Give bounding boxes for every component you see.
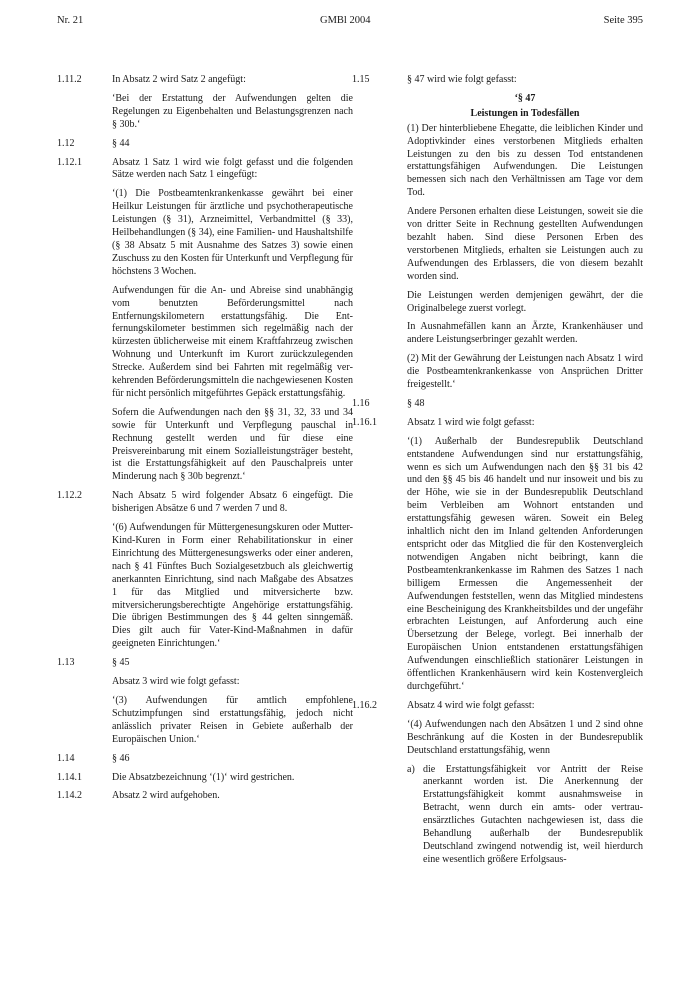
section-1-16 [352,398,643,411]
list-item [407,764,643,867]
left-column [57,74,353,809]
list-text: die Erstattungsfähigkeit vor Antritt der Reise anerkannt worden ist. Die Anerkennung der Erstattungsfähigkeit kommt ausnahmsweise in Betracht, wenn durch ein amts- oder vertrauensärztliches Gutachten nachgewiesen ist, dass die Behandlung außerhalb der Bundesrepublik Deutschland zwingend notwendig ist, weil hierdurch eine wesentlich größere Erfolgsaus- [423,763,643,865]
section-1-16-2 [352,700,643,867]
section-number: 1.12 [57,137,75,149]
paragraph: Andere Personen erhalten diese Leistungen, soweit sie die von dritter Seite in Rechnung gestellten Aufwendungen bezahlt haben. Sind diese Personen Erben des verstorbenen Mitglieds, erhalten sie Leistungen auch zu Aufwendungen des Erblassers, die von diesem bezahlt worden sind. [407,206,643,282]
quoted-paragraph: ‘(6) Aufwendungen für Müttergenesungskuren oder Mutter-Kind-Kuren in Form einer Rehabilitationskur in einer Einrichtung des Müttergenesungswerks oder einer anderen, nach § 41 Fünftes Buch Sozialgesetzbuch als gleichwertig anerkannten Einrichtung, sind nach Maßgabe des Absatzes 1 für das Mitglied und mitversicherte bzw. mitversicherungsberechtigte Angehörige erstattungsfähig. Die übrigen Bestimmungen des § 44 gelten sinngemäß. Dies gilt auch für Vater-Kind-Maßnahmen in dafür geeigneten Einrichtungen.‘ [112,522,353,650]
paragraph: Die Leistungen werden demjenigen gewährt, der die Originalbelege zuerst vorlegt. [407,289,643,314]
paragraph: § 47 wird wie folgt gefasst: [407,74,517,85]
paragraph: Absatz 4 wird wie folgt gefasst: [407,699,535,711]
section-1-12-2 [57,490,353,651]
paragraph-reference: § 46 [112,752,130,764]
section-number: 1.14.2 [57,790,82,802]
section-1-11-2 [57,74,353,132]
section-heading-title: Leistungen in Todesfällen [470,107,580,119]
section-number: 1.12.1 [57,156,82,168]
quoted-paragraph: Aufwendungen für die An- und Abreise sind unabhängig vom benutzten Beförderungsmittel nach Entfernungskilometern erstattungsfähig. Die Entfernungskilometer bestimmen sich regelmäßig nach der kürzesten üblicherweise mit einem Kraftfahrzeug zwischen Wohnung und Unterkunft im Kurort zurückzulegenden Strecke. Außerdem sind bei Fahrten mit regelmäßig verkehrenden Beförderungsmitteln die nachgewiesenen Kosten für nicht persönlich mitgeführtes Gepäck erstattungsfähig. [112,284,353,399]
paragraph: Absatz 1 wird wie folgt gefasst: [407,416,535,428]
section-number: 1.16.1 [352,416,377,428]
section-heading-number: ‘§ 47 [514,92,536,104]
section-number: 1.12.2 [57,490,82,502]
section-1-15 [352,74,643,392]
quoted-paragraph: Sofern die Aufwendungen nach den §§ 31, 32, 33 und 34 sowie für Unterkunft und Verpflegung pauschal in Rechnung gestellt werden und für diese eine Preisvereinbarung mit einem Sozialleistungsträger besteht, ist die Erstattungsfähigkeit auf den Pauschalpreis unter Minderung nach § 30b begrenzt.‘ [112,406,353,483]
section-number: 1.11.2 [57,74,82,85]
paragraph: Die Absatzbezeichnung ‘(1)‘ wird gestrichen. [112,771,295,783]
paragraph-reference: § 44 [112,137,130,149]
paragraph-reference: § 48 [407,397,425,409]
paragraph: In Ausnahmefällen kann an Ärzte, Krankenhäuser und andere Leistungserbringer gezahlt werden. [407,321,643,346]
paragraph: (2) Mit der Gewährung der Leistungen nach Absatz 1 wird die Postbeamtenkrankenkasse von Ansprüchen Dritter freigestellt.‘ [407,353,643,391]
list-marker: a) [407,763,415,775]
issue-number: Nr. 21 [57,15,84,26]
quoted-paragraph: ‘(1) Die Postbeamtenkrankenkasse gewährt bei einer Heilkur Leistungen für ärztliche und psychotherapeutische Leistungen (§ 31), Arzneimittel, Verbandmittel (§ 33), Heilbehandlungen (§ 34), eine Familien- und Haushaltshilfe (§ 38 Absatz 5 mit Ausnahme des Satzes 3) sowie einen Zuschuss zu den Kosten für Unterkunft und Verpflegung für höchstens 3 Wochen. [112,188,353,277]
quoted-paragraph: ‘Bei der Erstattung der Aufwendungen gelten die Regelungen zu Eigenbehalten und Belastungsgrenzen nach § 30b.‘ [112,92,353,130]
section-1-16-1 [352,417,643,694]
journal-title: GMBl 2004 [320,15,371,26]
section-number: 1.13 [57,657,75,669]
paragraph: Absatz 3 wird wie folgt gefasst: [112,676,240,688]
section-1-12-1 [57,157,353,485]
quoted-paragraph: ‘(4) Aufwendungen nach den Absätzen 1 und 2 sind ohne Beschränkung auf die Kosten in der Bundesrepublik Deutschland erstattungsfähig, wenn [407,718,643,756]
section-1-14 [57,753,353,766]
page-number: Seite 395 [603,15,643,26]
quoted-paragraph: ‘(1) Außerhalb der Bundesrepublik Deutschland entstandene Aufwendungen sind nur erstattungsfähig, wenn es sich um Aufwendungen nach den §§ 31 bis 42 und den §§ 45 bis 46 handelt und nur insoweit und bis zu der Höhe, wie sie in der Bundesrepublik Deutschland beim Verbleiben am Wohnort entstanden und erstattungsfähig gewesen wären. Soweit ein Beleg inhaltlich nicht den im Inland geltenden Anforderungen entspricht oder das Mitglied die für den Kostenvergleich notwendigen Angaben nicht beibringt, kann die Postbeamtenkrankenkasse im Rahmen des Satzes 1 nach billigem Ermessen die Angemessenheit der Aufwendungen feststellen, wenn das Mitglied mindestens eine Bescheinigung des Krankheitsbildes und der ungefähr erbrachten Leistungen, auf Anforderung auch eine Übersetzung der Belege, vorlegt. Bei innerhalb der Europäischen Union entstandenen erstattungsfähigen Aufwendungen einschließlich stationärer Leistungen in öffentlichen Krankenhäusern wird kein Kostenvergleich durchgeführt.‘ [407,435,643,692]
paragraph: Nach Absatz 5 wird folgender Absatz 6 eingefügt. Die bisherigen Absätze 6 und 7 werden 7 und 8. [112,490,353,515]
section-number: 1.16 [352,397,370,409]
section-number: 1.15 [352,74,370,85]
section-1-12 [57,138,353,151]
paragraph-reference: § 45 [112,657,130,669]
section-number: 1.14.1 [57,771,82,783]
right-column [352,74,643,873]
section-1-13 [57,657,353,746]
paragraph: Absatz 2 wird aufgehoben. [112,790,220,802]
quoted-paragraph: ‘(3) Aufwendungen für amtlich empfohlene Schutzimpfungen sind erstattungsfähig, jedoch nicht anlässlich privater Reisen in Gebiete außerhalb der Europäischen Union.‘ [112,694,353,745]
section-1-14-2 [57,790,353,803]
section-1-14-1 [57,772,353,785]
section-number: 1.16.2 [352,699,377,711]
paragraph: In Absatz 2 wird Satz 2 angefügt: [112,74,246,85]
paragraph: Absatz 1 Satz 1 wird wie folgt gefasst und die folgenden Sätze werden nach Satz 1 eingefügt: [112,156,353,181]
section-number: 1.14 [57,752,75,764]
paragraph: (1) Der hinterbliebene Ehegatte, die leiblichen Kinder und Adoptivkinder eines verstorbenen Mitglieds erhalten Leistungen zu den bis zu dessen Tod entstandenen erstattungsfähigen Aufwendungen. Die Leistungen bemessen sich nach den Verhältnissen am Tage vor dem Tod. [407,122,643,199]
